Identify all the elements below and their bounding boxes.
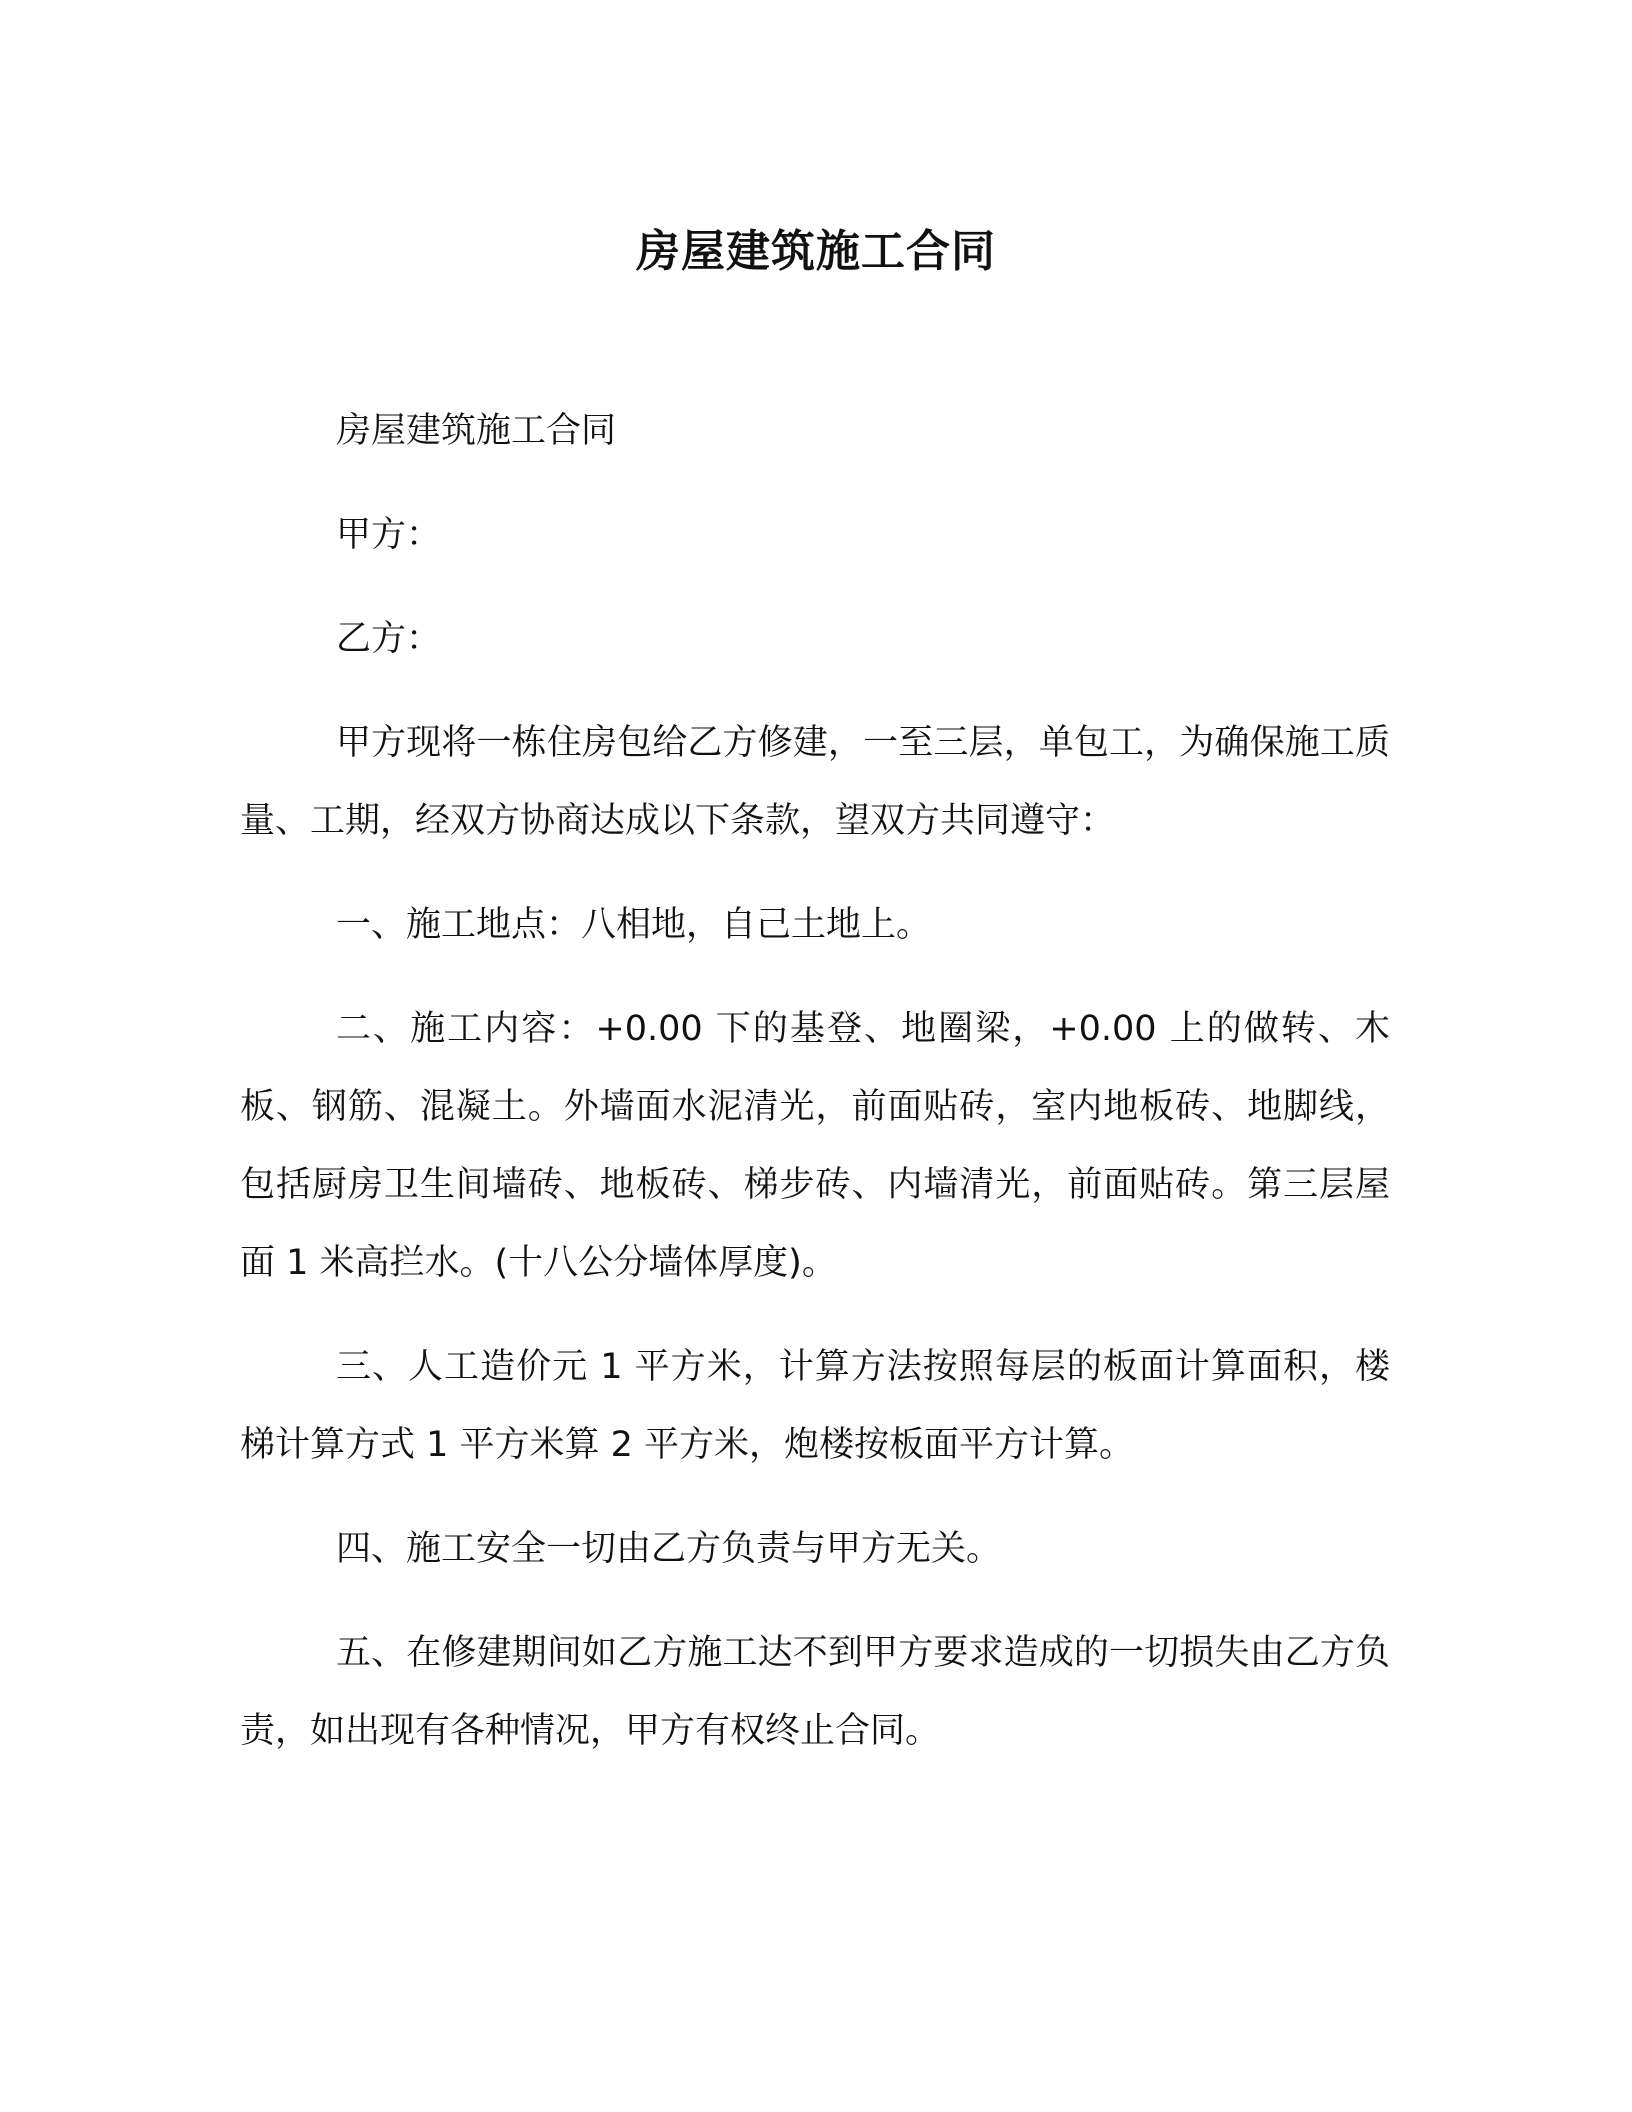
clause-1: 一、施工地点：八相地，自己土地上。: [336, 905, 932, 945]
clause-5: 五、在修建期间如乙方施工达不到甲方要求造成的一切损失由乙方负责，如出现有各种情况，甲方有权终止合同。: [240, 1633, 1390, 1751]
clause-4: 四、施工安全一切由乙方负责与甲方无关。: [336, 1529, 1002, 1569]
party-a-line: 甲方：: [336, 515, 442, 555]
document-title: 房屋建筑施工合同: [636, 226, 996, 277]
document-body: [240, 392, 1390, 1796]
party-b-line: 乙方：: [336, 619, 442, 659]
document-subtitle: 房屋建筑施工合同: [336, 411, 617, 451]
clause-2: 二、施工内容：+0.00 下的基登、地圈梁，+0.00 上的做转、木板、钢筋、混凝土。外墙面水泥清光，前面贴砖，室内地板砖、地脚线，包括厨房卫生间墙砖、地板砖、梯步砖、内墙清光，前面贴砖。第三层屋面 1 米高拦水。(十八公分墙体厚度)。: [240, 1009, 1390, 1283]
intro-paragraph: 甲方现将一栋住房包给乙方修建，一至三层，单包工，为确保施工质量、工期，经双方协商达成以下条款，望双方共同遵守：: [240, 723, 1390, 841]
clause-3: 三、人工造价元 1 平方米，计算方法按照每层的板面计算面积，楼梯计算方式 1 平方米算 2 平方米，炮楼按板面平方计算。: [240, 1347, 1390, 1465]
